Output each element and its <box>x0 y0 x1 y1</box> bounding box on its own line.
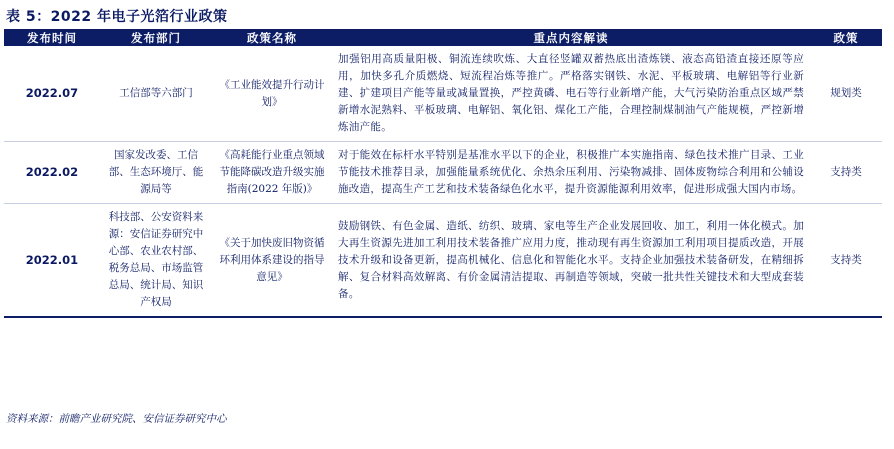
row-type: 支持类 <box>810 204 882 318</box>
row-type: 规划类 <box>810 46 882 142</box>
row-content: 对于能效在标杆水平特别是基准水平以下的企业，积极推广本实施指南、绿色技术推广目录、工业节能技术推荐目录，加强能量系统优化、余热余压利用、污染物减排、固体废物综合利用和公辅设施改造，提高生产工艺和技术装备绿色化水平，提升资源能源利用效率，促进形成强大国内市场。 <box>332 142 810 204</box>
row-dept: 国家发改委、工信部、生态环境厅、能源局等 <box>100 142 212 204</box>
row-date: 2022.01 <box>4 204 100 318</box>
row-dept: 科技部、公安资料来源：安信证券研究中心部、农业农村部、税务总局、市场监管总局、统计局、知识产权局 <box>100 204 212 318</box>
header-dept: 发布部门 <box>100 29 212 46</box>
row-content: 鼓励钢铁、有色金属、造纸、纺织、玻璃、家电等生产企业发展回收、加工，利用一体化模式。加大再生资源先进加工利用技术装备推广应用力度，推动现有再生资源加工利用项目提质改造，开展技术升级和设备更新，提高机械化、信息化和智能化水平。支持企业加强技术装备研发，在精细拆解、复合材料高效解离、有价金属清洁提取、再制造等领域，突破一批共性关键技术和大型成套装备。 <box>332 204 810 318</box>
header-type: 政策 <box>810 29 882 46</box>
row-content: 加强铝用高质量阳极、铜流连续吹炼、大直径竖罐双蓄热底出渣炼镁、液态高铅渣直接还原等应用，加快多孔介质燃烧、短流程冶炼等推广。严格落实钢铁、水泥、平板玻璃、电解铝等行业新建、扩建项目产能等量或减量置换，严控黄磷、电石等行业新增产能，大气污染防治重点区域严禁新增水泥熟料、平板玻璃、电解铝、氧化铝、煤化工产能，合理控制煤制油气产能规模，严控新增炼油产能。 <box>332 46 810 142</box>
table-row <box>4 46 882 142</box>
table-header-row <box>4 29 882 46</box>
table-row <box>4 204 882 318</box>
row-policy-name: 《工业能效提升行动计划》 <box>212 46 332 142</box>
table-title: 表 5：2022 年电子光箔行业政策 <box>6 9 228 25</box>
header-name: 政策名称 <box>212 29 332 46</box>
policy-table <box>4 29 882 318</box>
row-date: 2022.02 <box>4 142 100 204</box>
row-dept: 工信部等六部门 <box>100 46 212 142</box>
header-date: 发布时间 <box>4 29 100 46</box>
row-date: 2022.07 <box>4 46 100 142</box>
table-row <box>4 142 882 204</box>
row-policy-name: 《关于加快废旧物资循环利用体系建设的指导意见》 <box>212 204 332 318</box>
row-policy-name: 《高耗能行业重点领域节能降碳改造升级实施指南(2022 年版)》 <box>212 142 332 204</box>
row-type: 支持类 <box>810 142 882 204</box>
header-content: 重点内容解读 <box>332 29 810 46</box>
source-note: 资料来源：前瞻产业研究院、安信证券研究中心 <box>6 413 227 425</box>
